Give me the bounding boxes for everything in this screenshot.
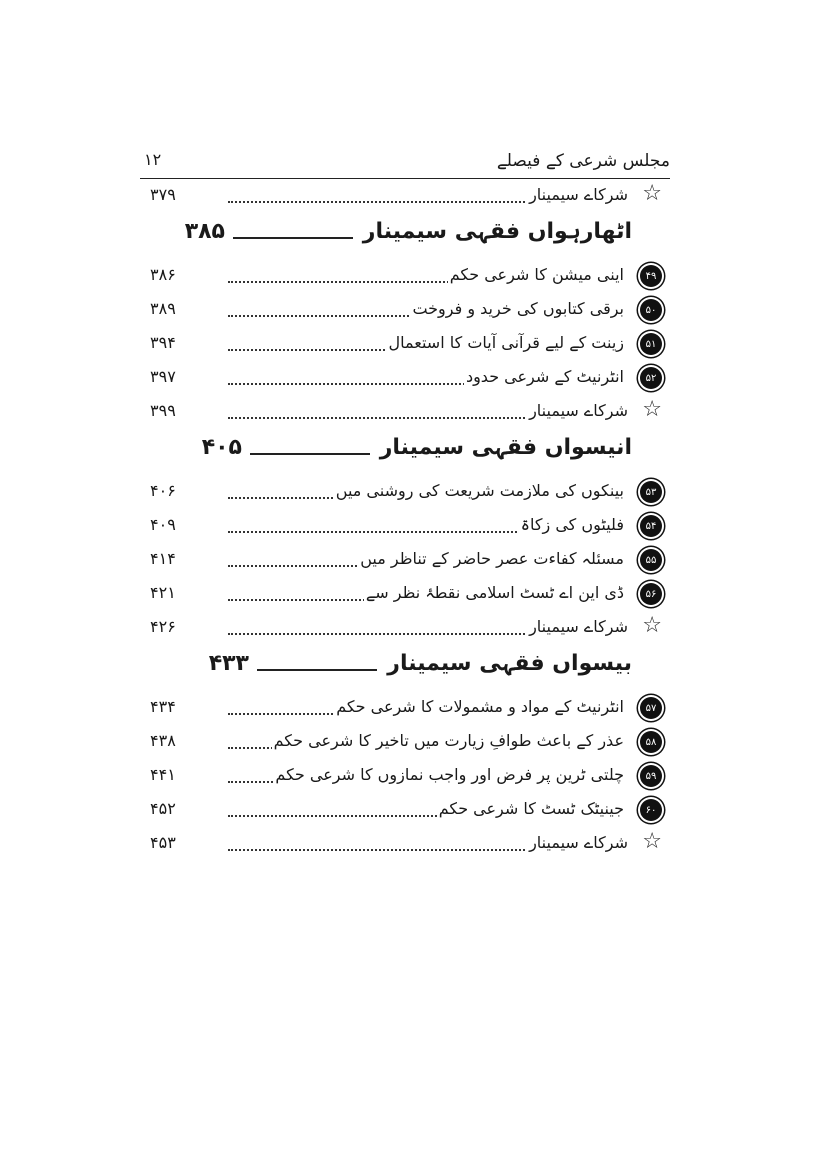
section-title: انیسواں فقہی سیمینار [379,435,632,460]
running-head-page-number: ۱۲ [144,150,162,169]
entry-number-badge: ۵۵ [640,549,662,571]
entry-title: جینیٹک ٹسٹ کا شرعی حکم [438,799,624,818]
entry-title: چلتی ٹرین پر فرض اور واجب نمازوں کا شرعی حکم [275,765,624,784]
toc-entry [140,327,670,361]
entry-page-number: ۳۷۹ [150,185,176,204]
toc-entries [140,179,670,861]
star-icon: ☆ [642,181,662,206]
star-icon: ☆ [642,829,662,854]
star-icon: ☆ [642,613,662,638]
section-page-number: ۳۸۵ [184,219,225,244]
toc-entry [140,293,670,327]
entry-page-number: ۳۹۷ [150,367,176,386]
entry-number-badge: ۵۷ [640,697,662,719]
entry-page-number: ۴۱۴ [150,549,176,568]
entry-page-number: ۴۴۱ [150,765,176,784]
entry-title: برقی کتابوں کی خرید و فروخت [412,299,624,318]
participants-row [140,611,670,645]
entry-title: بینکوں کی ملازمت شریعت کی روشنی میں [335,481,624,500]
entry-title: انٹرنیٹ کے مواد و مشمولات کا شرعی حکم [336,697,624,716]
section-heading [140,213,670,259]
entry-number-badge: ۴۹ [640,265,662,287]
entry-title: انٹرنیٹ کے شرعی حدود [465,367,624,386]
entry-title: فلیٹوں کی زکاۃ [520,515,624,534]
running-head [140,150,670,179]
participants-row [140,395,670,429]
entry-number-badge: ۵۴ [640,515,662,537]
entry-number-badge: ۵۳ [640,481,662,503]
section-heading [140,429,670,475]
entry-page-number: ۴۰۶ [150,481,176,500]
star-icon: ☆ [642,397,662,422]
section-rule [250,453,370,455]
toc-entry [140,361,670,395]
entry-number-badge: ۵۹ [640,765,662,787]
section-rule [233,237,353,239]
toc-entry [140,543,670,577]
entry-number-badge: ۵۶ [640,583,662,605]
section-page-number: ۴۳۳ [208,651,249,676]
section-heading [140,645,670,691]
entry-number-badge: ۵۱ [640,333,662,355]
section-title: اٹھارہواں فقہی سیمینار [362,219,632,244]
entry-page-number: ۳۸۹ [150,299,176,318]
entry-title: مسئلہ کفاءت عصر حاضر کے تناظر میں [360,549,624,568]
entry-title: شرکاے سیمینار [529,185,628,204]
entry-page-number: ۳۹۴ [150,333,176,352]
toc-entry [140,793,670,827]
entry-page-number: ۴۵۳ [150,833,176,852]
entry-title: شرکاے سیمینار [529,401,628,420]
entry-number-badge: ۵۰ [640,299,662,321]
entry-title: عذر کے باعث طوافِ زیارت میں تاخیر کا شرعی حکم [273,731,624,750]
entry-page-number: ۴۳۴ [150,697,176,716]
entry-title: اینی میشن کا شرعی حکم [449,265,624,284]
entry-title: زینت کے لیے قرآنی آیات کا استعمال [388,333,624,352]
entry-title: شرکاے سیمینار [529,617,628,636]
section-rule [257,669,377,671]
section-title: بیسواں فقہی سیمینار [387,651,632,676]
entry-number-badge: ۶۰ [640,799,662,821]
toc-entry [140,509,670,543]
running-head-title: مجلس شرعی کے فیصلے [496,151,670,171]
entry-page-number: ۴۲۱ [150,583,176,602]
toc-entry [140,759,670,793]
entry-title: ڈی این اے ٹسٹ اسلامی نقطۂ نظر سے [365,583,624,602]
toc-entry [140,691,670,725]
toc-entry [140,259,670,293]
entry-page-number: ۳۸۶ [150,265,176,284]
section-page-number: ۴۰۵ [201,435,242,460]
toc-entry [140,475,670,509]
entry-page-number: ۴۵۲ [150,799,176,818]
participants-row [140,827,670,861]
toc-entry [140,725,670,759]
entry-title: شرکاے سیمینار [529,833,628,852]
participants-row [140,179,670,213]
toc-page [140,150,670,861]
toc-entry [140,577,670,611]
entry-page-number: ۴۲۶ [150,617,176,636]
entry-page-number: ۳۹۹ [150,401,176,420]
entry-number-badge: ۵۲ [640,367,662,389]
entry-page-number: ۴۰۹ [150,515,176,534]
entry-page-number: ۴۳۸ [150,731,176,750]
entry-number-badge: ۵۸ [640,731,662,753]
